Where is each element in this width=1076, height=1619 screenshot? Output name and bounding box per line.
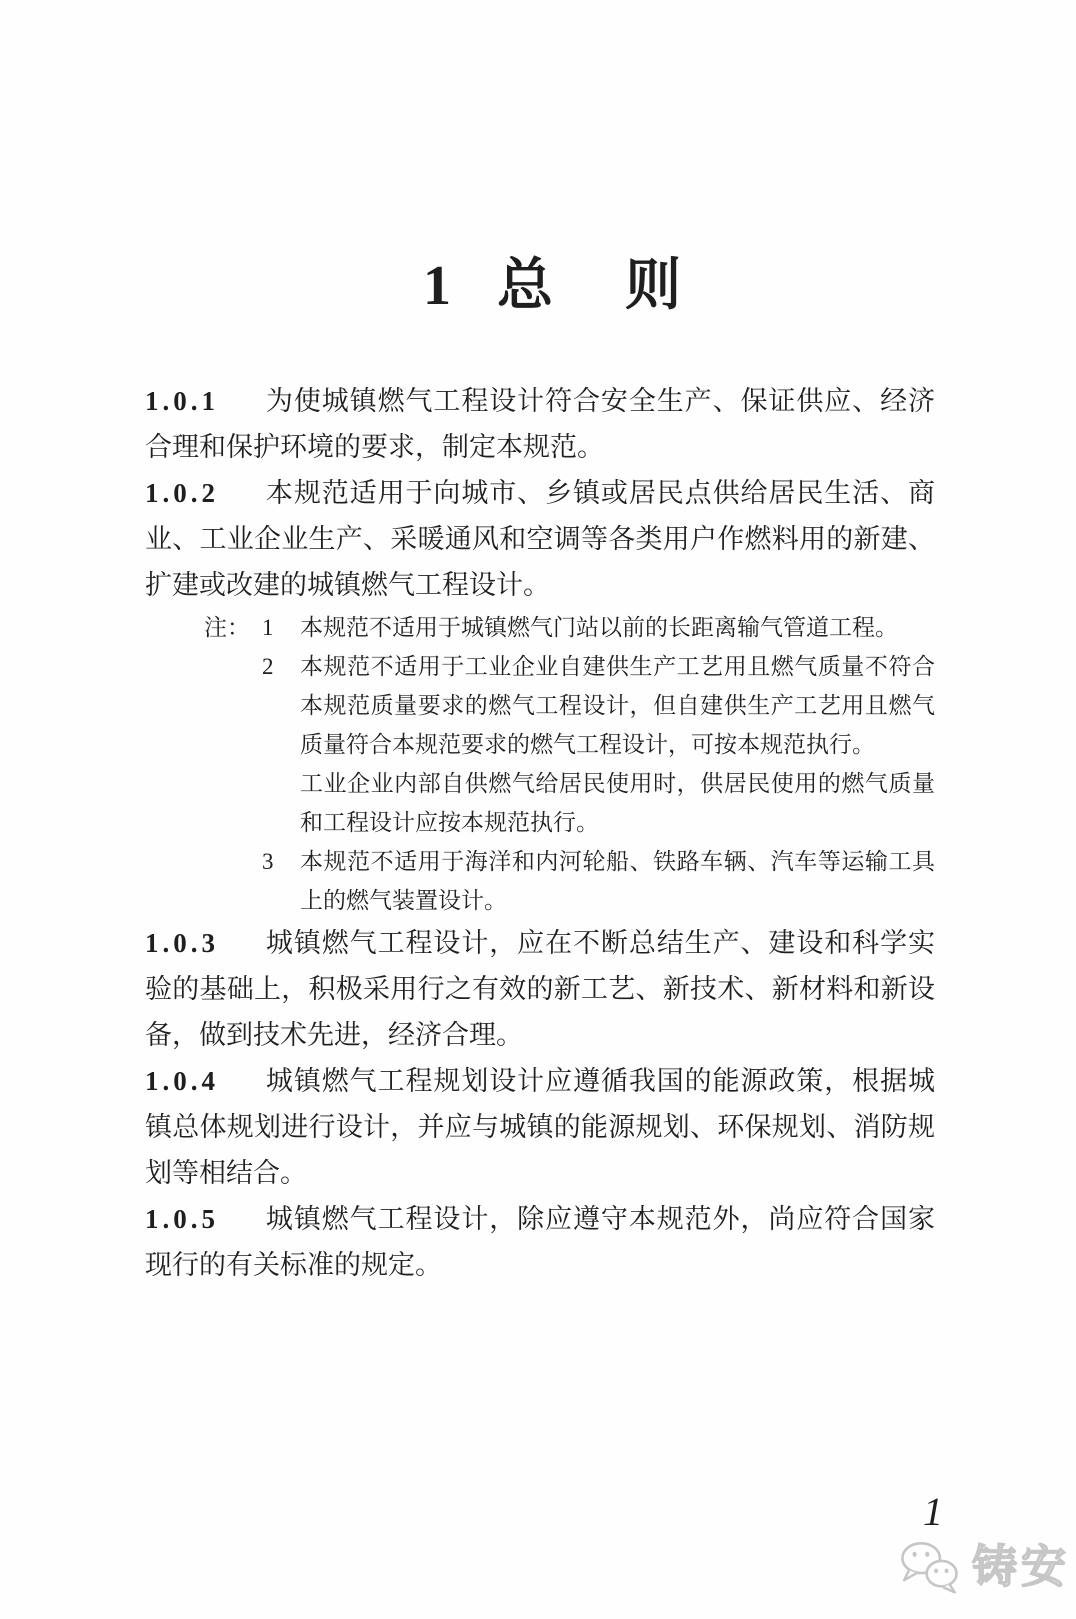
clause-text: 城镇燃气工程规划设计应遵循我国的能源政策，根据城镇总体规划进行设计，并应与城镇的能源规划、环保规划、消防规划等相结合。 — [145, 1066, 935, 1188]
clause-1-0-3 — [145, 920, 935, 1058]
note-number: 1 — [262, 615, 274, 640]
clause-text: 为使城镇燃气工程设计符合安全生产、保证供应、经济合理和保护环境的要求，制定本规范。 — [145, 386, 935, 462]
note-item-2 — [262, 647, 935, 842]
clause-text: 城镇燃气工程设计，除应遵守本规范外，尚应符合国家现行的有关标准的规定。 — [145, 1204, 935, 1280]
note-item-1 — [262, 608, 935, 647]
clause-1-0-4 — [145, 1058, 935, 1196]
watermark — [898, 1538, 1070, 1596]
clause-number: 1.0.2 — [145, 478, 219, 508]
note-paragraph: 本规范不适用于工业企业自建供生产工艺用且燃气质量不符合本规范质量要求的燃气工程设计，但自建供生产工艺用且燃气质量符合本规范要求的燃气工程设计，可按本规范执行。 — [300, 654, 935, 757]
clause-number: 1.0.1 — [145, 386, 219, 416]
clause-number: 1.0.4 — [145, 1066, 219, 1096]
note-text — [300, 608, 935, 647]
page-number: 1 — [923, 1489, 943, 1534]
document-body — [145, 378, 935, 1288]
wechat-icon — [898, 1539, 962, 1595]
clause-1-0-5 — [145, 1196, 935, 1288]
notes-label: 注： — [204, 615, 250, 640]
clause-number: 1.0.5 — [145, 1204, 219, 1234]
note-number: 2 — [262, 654, 274, 679]
clause-number: 1.0.3 — [145, 928, 219, 958]
note-item-3 — [262, 842, 935, 920]
clause-text: 本规范适用于向城市、乡镇或居民点供给居民生活、商业、工业企业生产、采暖通风和空调等各类用户作燃料用的新建、扩建或改建的城镇燃气工程设计。 — [145, 478, 935, 600]
notes-block — [204, 608, 935, 920]
chapter-title-char-b: 则 — [625, 255, 681, 317]
note-text — [300, 842, 935, 920]
clause-1-0-1 — [145, 378, 935, 470]
watermark-brand: 铸安 — [971, 1542, 1070, 1592]
note-text — [300, 647, 935, 842]
chapter-number: 1 — [423, 255, 451, 317]
clause-text: 城镇燃气工程设计，应在不断总结生产、建设和科学实验的基础上，积极采用行之有效的新工艺、新技术、新材料和新设备，做到技术先进，经济合理。 — [145, 928, 935, 1050]
clause-1-0-2 — [145, 470, 935, 608]
chapter-title — [14, 0, 1076, 320]
note-paragraph: 工业企业内部自供燃气给居民使用时，供居民使用的燃气质量和工程设计应按本规范执行。 — [300, 771, 935, 835]
note-paragraph: 本规范不适用于海洋和内河轮船、铁路车辆、汽车等运输工具上的燃气装置设计。 — [300, 849, 935, 913]
chapter-title-char-a: 总 — [497, 255, 553, 317]
note-paragraph: 本规范不适用于城镇燃气门站以前的长距离输气管道工程。 — [300, 615, 898, 640]
note-number: 3 — [262, 849, 274, 874]
